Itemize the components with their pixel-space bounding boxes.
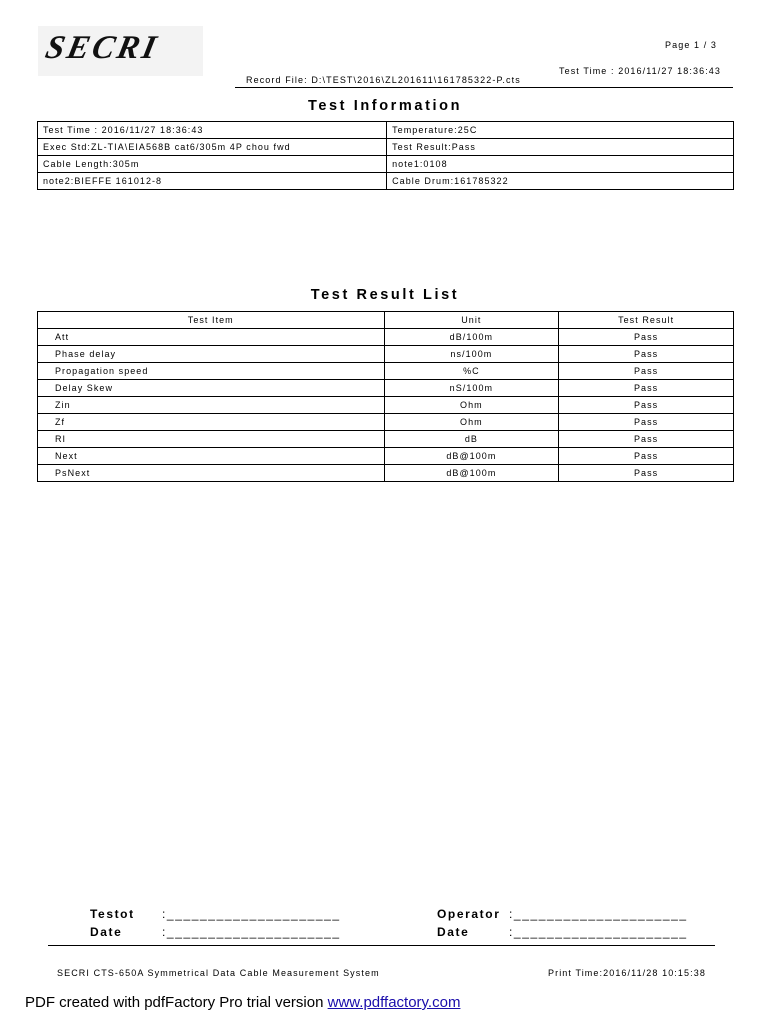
result-item-cell: Zf <box>38 414 385 431</box>
result-unit-cell: dB@100m <box>384 465 559 482</box>
info-cell-right: note1:0108 <box>387 156 734 173</box>
result-status-cell: Pass <box>559 431 734 448</box>
page-number: Page 1 / 3 <box>665 40 718 50</box>
result-row <box>38 414 734 431</box>
result-status-cell: Pass <box>559 397 734 414</box>
result-unit-cell: dB <box>384 431 559 448</box>
test-information-table <box>37 121 734 190</box>
info-row <box>38 156 734 173</box>
tester-label: Testot <box>90 907 135 921</box>
test-result-table <box>37 311 734 482</box>
info-row <box>38 122 734 139</box>
operator-signature-line: :_____________________ <box>509 907 688 921</box>
column-header-test-item: Test Item <box>38 312 385 329</box>
result-unit-cell: %C <box>384 363 559 380</box>
info-cell-left: Exec Std:ZL-TIA\EIA568B cat6/305m 4P chou fwd <box>38 139 387 156</box>
result-row <box>38 346 734 363</box>
result-row <box>38 329 734 346</box>
result-unit-cell: dB/100m <box>384 329 559 346</box>
result-item-cell: RI <box>38 431 385 448</box>
info-cell-left: Cable Length:305m <box>38 156 387 173</box>
result-item-cell: Propagation speed <box>38 363 385 380</box>
info-cell-left: Test Time : 2016/11/27 18:36:43 <box>38 122 387 139</box>
result-status-cell: Pass <box>559 346 734 363</box>
result-item-cell: Att <box>38 329 385 346</box>
result-item-cell: Phase delay <box>38 346 385 363</box>
result-item-cell: Delay Skew <box>38 380 385 397</box>
result-header-row <box>38 312 734 329</box>
tester-signature-line: :_____________________ <box>162 907 341 921</box>
info-cell-right: Cable Drum:161785322 <box>387 173 734 190</box>
record-file-path: Record File: D:\TEST\2016\ZL201611\161785322-P.cts <box>246 75 521 85</box>
column-header-unit: Unit <box>384 312 559 329</box>
result-row <box>38 448 734 465</box>
result-status-cell: Pass <box>559 448 734 465</box>
result-row <box>38 397 734 414</box>
result-row <box>38 363 734 380</box>
pdf-notice <box>25 994 460 1011</box>
print-time: Print Time:2016/11/28 10:15:38 <box>548 968 706 978</box>
pdf-notice-text: PDF created with pdfFactory Pro trial version <box>25 994 328 1011</box>
column-header-test-result: Test Result <box>559 312 734 329</box>
result-item-cell: Zin <box>38 397 385 414</box>
tester-date-label: Date <box>90 925 123 939</box>
secri-logo: SECRI <box>42 30 163 66</box>
result-row <box>38 380 734 397</box>
result-unit-cell: Ohm <box>384 414 559 431</box>
test-result-list-title: Test Result List <box>310 287 460 303</box>
result-status-cell: Pass <box>559 329 734 346</box>
result-unit-cell: ns/100m <box>384 346 559 363</box>
pdffactory-link[interactable]: www.pdffactory.com <box>327 994 461 1011</box>
result-item-cell: Next <box>38 448 385 465</box>
header-test-time: Test Time : 2016/11/27 18:36:43 <box>559 66 722 76</box>
signature-divider <box>48 945 715 946</box>
info-cell-right: Temperature:25C <box>387 122 734 139</box>
result-row <box>38 431 734 448</box>
info-row <box>38 173 734 190</box>
operator-date-label: Date <box>437 925 470 939</box>
info-cell-left: note2:BIEFFE 161012-8 <box>38 173 387 190</box>
info-cell-right: Test Result:Pass <box>387 139 734 156</box>
system-name: SECRI CTS-650A Symmetrical Data Cable Measurement System <box>57 968 380 978</box>
result-unit-cell: dB@100m <box>384 448 559 465</box>
operator-date-line: :_____________________ <box>509 925 688 939</box>
result-status-cell: Pass <box>559 363 734 380</box>
info-row <box>38 139 734 156</box>
operator-label: Operator <box>437 907 501 921</box>
result-unit-cell: nS/100m <box>384 380 559 397</box>
result-unit-cell: Ohm <box>384 397 559 414</box>
tester-date-line: :_____________________ <box>162 925 341 939</box>
result-status-cell: Pass <box>559 465 734 482</box>
result-row <box>38 465 734 482</box>
header-divider <box>235 87 733 88</box>
test-information-title: Test Information <box>307 98 463 114</box>
result-item-cell: PsNext <box>38 465 385 482</box>
result-status-cell: Pass <box>559 380 734 397</box>
result-status-cell: Pass <box>559 414 734 431</box>
